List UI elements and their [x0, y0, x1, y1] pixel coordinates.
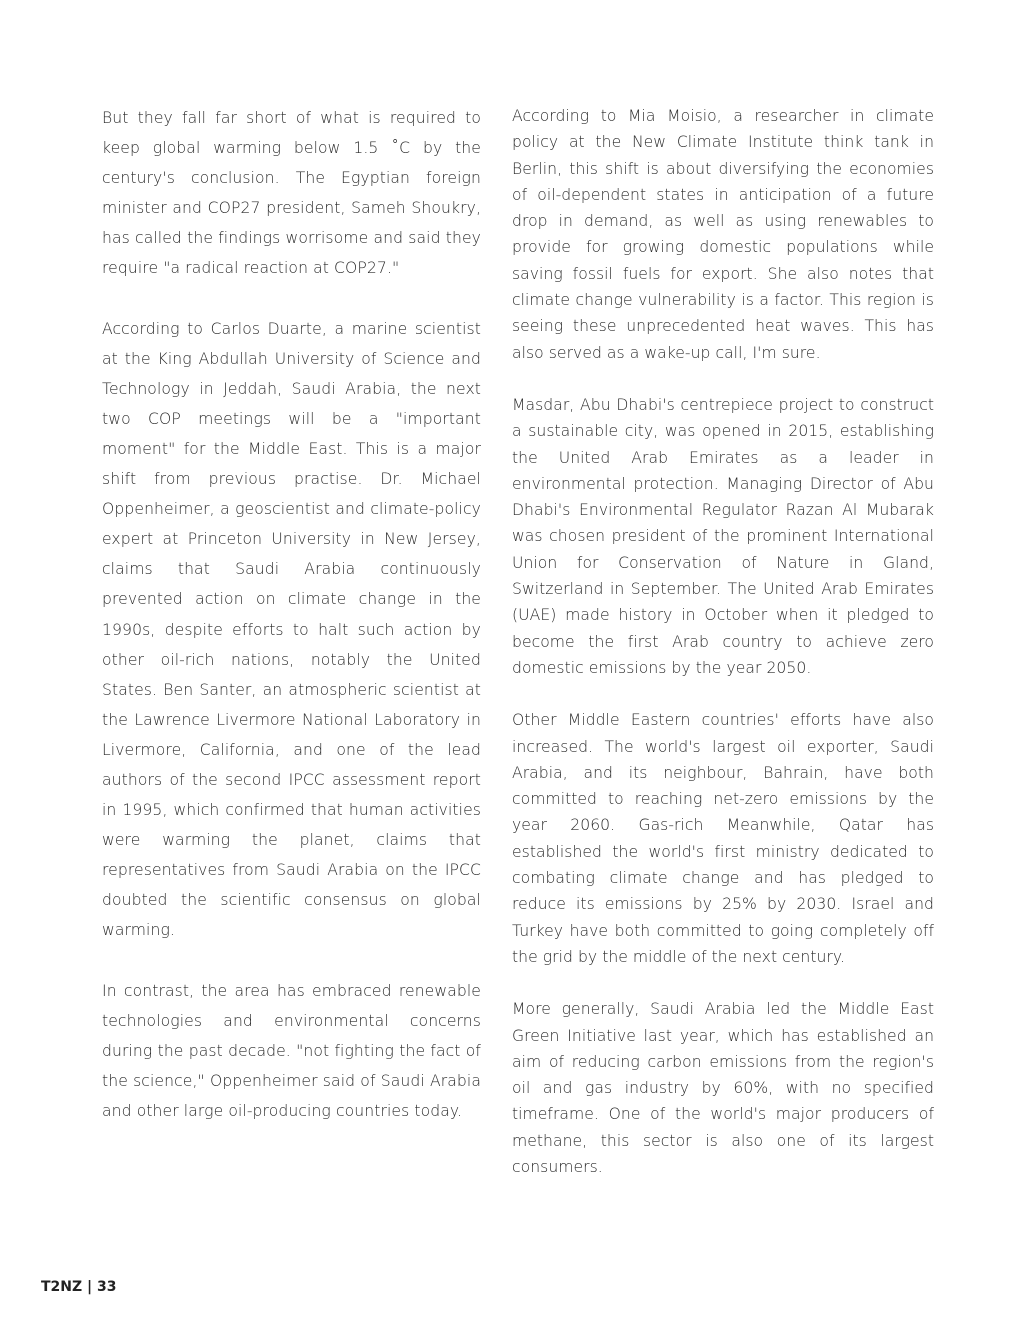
left-text-column: [102, 103, 481, 1126]
paragraph: More generally, Saudi Arabia led the Middle East Green Initiative last year, which has established an aim of reducing carbon emissions from the region's oil and gas industry by 60%, with no specified timeframe. One of the world's major producers of methane, this sector is also one of its largest consumers.: [512, 1000, 934, 1176]
paragraph: According to Carlos Duarte, a marine scientist at the King Abdullah University of Science and Technology in Jeddah, Saudi Arabia, the next two COP meetings will be a "important moment" for the Middle East. This is a major shift from previous practise. Dr. Michael Oppenheimer, a geoscientist and climate-policy expert at Princeton University in New Jersey, claims that Saudi Arabia continuously prevented action on climate change in the 1990s, despite efforts to halt such action by other oil-rich nations, notably the United States. Ben Santer, an atmospheric scientist at the Lawrence Livermore National Laboratory in Livermore, California, and one of the lead authors of the second IPCC assessment report in 1995, which confirmed that human activities were warming the planet, claims that representatives from Saudi Arabia on the IPCC doubted the scientific consensus on global warming.: [102, 319, 481, 940]
paragraph: But they fall far short of what is required to keep global warming below 1.5 ˚C by the century's conclusion. The Egyptian foreign minister and COP27 president, Sameh Shoukry, has called the findings worrisome and said they require "a radical reaction at COP27.": [102, 109, 481, 278]
paragraph: Masdar, Abu Dhabi's centrepiece project to construct a sustainable city, was opened in 2015, establishing the United Arab Emirates as a leader in environmental protection. Managing Director of Abu Dhabi's Environmental Regulator Razan Al Mubarak was chosen president of the prominent International Union for Conservation of Nature in Gland, Switzerland in September. The United Arab Emirates (UAE) made history in October when it pledged to become the first Arab country to achieve zero domestic emissions by the year 2050.: [512, 395, 934, 677]
page-number-label: T2NZ | 33: [41, 1279, 117, 1295]
paragraph: In contrast, the area has embraced renewable technologies and environmental concerns during the past decade. "not fighting the fact of the science," Oppenheimer said of Saudi Arabia and other large oil-producing countries today.: [102, 981, 481, 1120]
right-text-column: [512, 103, 934, 1180]
paragraph: Other Middle Eastern countries' efforts have also increased. The world's largest oil exporter, Saudi Arabia, and its neighbour, Bahrain, have both committed to reaching net-zero emissions by the year 2060. Gas-rich Meanwhile, Qatar has established the world's first ministry dedicated to combating climate change and has pledged to reduce its emissions by 25% by 2030. Israel and Turkey have both committed to going completely off the grid by the middle of the next century.: [512, 711, 934, 966]
paragraph: According to Mia Moisio, a researcher in climate policy at the New Climate Institute think tank in Berlin, this shift is about diversifying the economies of oil-dependent states in anticipation of a future drop in demand, as well as using renewables to provide for growing domestic populations while saving fossil fuels for export. She also notes that climate change vulnerability is a factor. This region is seeing these unprecedented heat waves. This has also served as a wake-up call, I'm sure.: [512, 107, 934, 362]
page-footer: [41, 1278, 117, 1296]
